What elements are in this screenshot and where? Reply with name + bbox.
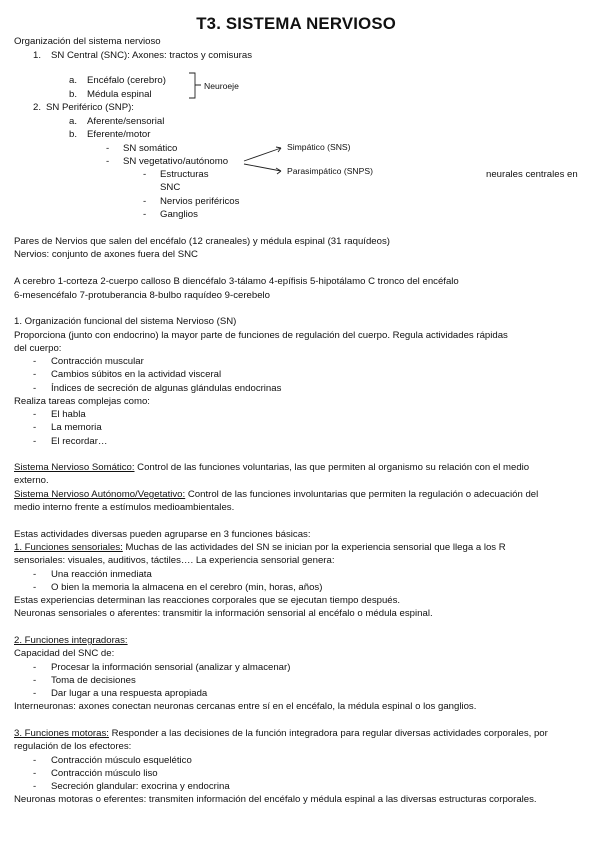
bullet-dash: - (143, 196, 147, 207)
page-title: T3. SISTEMA NERVIOSO (196, 14, 396, 33)
somatico-item: SN somático (123, 143, 178, 154)
funcional-paragraph-1-cont: del cuerpo: (14, 343, 62, 354)
list-item: Una reacción inmediata (51, 569, 152, 580)
bullet-dash: - (33, 768, 37, 779)
autonomo-definition (14, 489, 538, 501)
somatico-definition-cont: externo. (14, 475, 49, 486)
bullet-dash: - (106, 143, 110, 154)
intro-funciones: Estas actividades diversas pueden agruparse en 3 funciones básicas: (14, 529, 311, 540)
bullet-dash: - (33, 662, 37, 673)
funcional-paragraph-2: Realiza tareas complejas como: (14, 396, 150, 407)
snp-item: SN Periférico (SNP): (46, 102, 134, 113)
medula-item: Médula espinal (87, 89, 152, 100)
bullet-dash: - (33, 582, 37, 593)
simpatico-label: Simpático (SNS) (287, 142, 351, 152)
autonomo-term: Sistema Nervioso Autónomo/Vegetativo: (14, 489, 186, 500)
bullet-dash: - (33, 422, 37, 433)
neuroeje-bracket (189, 73, 201, 98)
motoras-paragraph (14, 728, 548, 740)
nervios-text: Nervios: conjunto de axones fuera del SNC (14, 249, 198, 260)
integradoras-term: 2. Funciones integradoras: (14, 635, 128, 646)
list-item: Dar lugar a una respuesta apropiada (51, 688, 208, 699)
autonomo-text: Control de las funciones involuntarias que permiten la regulación o adecuación del (185, 489, 539, 500)
vegetativo-item: SN vegetativo/autónomo (123, 156, 229, 167)
bullet-dash: - (33, 383, 37, 394)
list-item: Procesar la información sensorial (analizar y almacenar) (51, 662, 291, 673)
ganglios-item: Ganglios (160, 209, 198, 220)
cerebro-line-2: 6-mesencéfalo 7-protuberancia 8-bulbo raquídeo 9-cerebelo (14, 290, 270, 301)
list-item: Secreción glandular: exocrina y endocrina (51, 781, 230, 792)
list-item: Cambios súbitos en la actividad visceral (51, 369, 222, 380)
motoras-paragraph-cont: regulación de los efectores: (14, 741, 132, 752)
list-number: 2. (33, 102, 42, 113)
sensoriales-paragraph-cont: sensoriales: visuales, auditivos, táctiles…. La experiencia sensorial genera: (14, 555, 335, 566)
bullet-dash: - (33, 369, 37, 380)
estructuras-item: Estructuras (160, 169, 209, 180)
somatico-term: Sistema Nervioso Somático: (14, 462, 135, 473)
section-heading-funcional: 1. Organización funcional del sistema Nervioso (SN) (14, 316, 237, 327)
encefalo-item: Encéfalo (cerebro) (87, 75, 166, 86)
motoras-term: 3. Funciones motoras: (14, 728, 109, 739)
bullet-dash: - (33, 781, 37, 792)
bullet-dash: - (33, 409, 37, 420)
funcional-paragraph-1: Proporciona (junto con endocrino) la mayor parte de funciones de regulación del cuerpo. Regula actividades rápidas (14, 330, 508, 341)
neuronas-motoras: Neuronas motoras o eferentes: transmiten información del encéfalo y médula espinal a las diversas estructuras corporales. (14, 794, 537, 805)
list-item: Contracción muscular (51, 356, 144, 367)
bullet-dash: - (33, 688, 37, 699)
eferente-item: Eferente/motor (87, 129, 151, 140)
sensoriales-text: Muchas de las actividades del SN se inician por la experiencia sensorial que llega a los R (122, 542, 506, 553)
bullet-dash: - (33, 356, 37, 367)
neuronas-sensoriales: Neuronas sensoriales o aferentes: transmitir la información sensorial al encéfalo o médula espinal. (14, 608, 433, 619)
bullet-dash: - (33, 436, 37, 447)
list-item: O bien la memoria la almacena en el cerebro (min, horas, años) (51, 582, 323, 593)
list-item: Contracción músculo liso (51, 768, 158, 779)
parasimpatico-arrow (244, 164, 281, 174)
bullet-dash: - (143, 169, 147, 180)
autonomo-definition-cont: medio interno frente a estímulos medioambientales. (14, 502, 235, 513)
list-item: Índices de secreción de algunas glándulas endocrinas (51, 383, 282, 394)
list-letter: a. (69, 75, 78, 86)
section-heading-organizacion: Organización del sistema nervioso (14, 36, 161, 47)
integradoras-capacidad: Capacidad del SNC de: (14, 648, 115, 659)
bullet-dash: - (33, 569, 37, 580)
aferente-item: Aferente/sensorial (87, 116, 165, 127)
somatico-text: Control de las funciones voluntarias, las que permiten al organismo su relación con el medio (134, 462, 530, 473)
bullet-dash: - (106, 156, 110, 167)
sensoriales-term: 1. Funciones sensoriales: (14, 542, 123, 553)
somatico-definition (14, 462, 529, 474)
sensoriales-paragraph (14, 542, 506, 554)
list-item: Contracción músculo esquelético (51, 755, 192, 766)
neuroeje-label: Neuroeje (204, 81, 239, 91)
sensoriales-after: Estas experiencias determinan las reacciones corporales que se ejecutan tiempo después. (14, 595, 401, 606)
list-number: 1. (33, 50, 42, 61)
nervios-perifericos-item: Nervios periféricos (160, 196, 240, 207)
cerebro-line-1: A cerebro 1-corteza 2-cuerpo calloso B diencéfalo 3-tálamo 4-epífisis 5-hipotálamo C tronco del encéfalo (14, 276, 459, 287)
list-letter: b. (69, 89, 78, 100)
parasimpatico-label: Parasimpático (SNPS) (287, 166, 373, 176)
list-letter: a. (69, 116, 78, 127)
list-item: El habla (51, 409, 86, 420)
list-item: La memoria (51, 422, 102, 433)
bullet-dash: - (143, 209, 147, 220)
snc-item: SN Central (SNC): Axones: tractos y comisuras (51, 50, 252, 61)
pares-text: Pares de Nervios que salen del encéfalo (12 craneales) y médula espinal (31 raquídeos) (14, 236, 390, 247)
list-letter: b. (69, 129, 78, 140)
bullet-dash: - (33, 675, 37, 686)
motoras-text: Responder a las decisiones de la función integradora para regular diversas actividades corporales, por (108, 728, 548, 739)
estructuras-snc: SNC (160, 182, 181, 193)
interneuronas: Interneuronas: axones conectan neuronas cercanas entre sí en el encéfalo, la médula espinal o los ganglios. (14, 701, 477, 712)
list-item: Toma de decisiones (51, 675, 136, 686)
simpatico-arrow (244, 147, 281, 161)
bullet-dash: - (33, 755, 37, 766)
list-item: El recordar… (51, 436, 108, 447)
estructuras-continued: neurales centrales en (486, 169, 578, 180)
